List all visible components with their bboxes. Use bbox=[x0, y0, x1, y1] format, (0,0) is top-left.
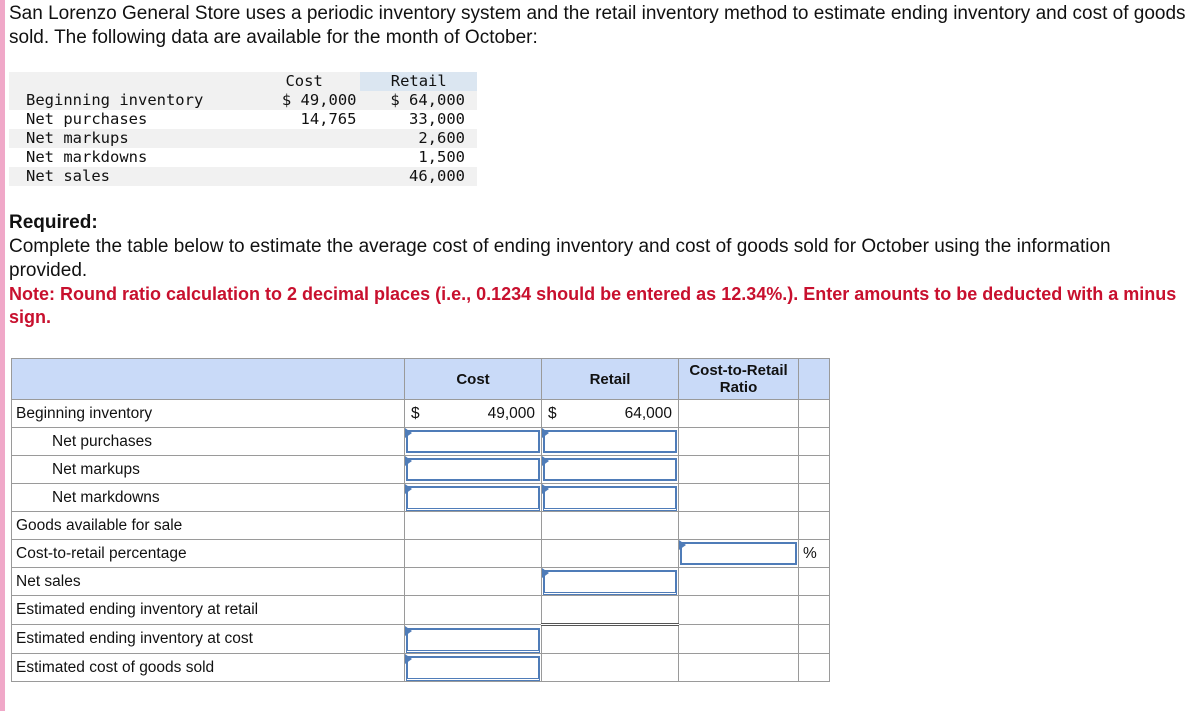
row-goods-available bbox=[12, 512, 830, 540]
given-cost bbox=[248, 167, 361, 186]
answer-table bbox=[11, 358, 830, 682]
beginning-cost-value: 49,000 bbox=[487, 405, 535, 422]
given-row bbox=[9, 110, 477, 129]
net-markdowns-retail-input[interactable] bbox=[543, 486, 677, 511]
row-net-markdowns bbox=[12, 484, 830, 512]
row-label: Net purchases bbox=[12, 428, 405, 456]
net-markups-cost-input[interactable] bbox=[406, 458, 540, 481]
given-retail: 2,600 bbox=[360, 129, 477, 148]
row-est-ending-retail bbox=[12, 596, 830, 625]
dollar-sign: $ bbox=[411, 405, 420, 422]
given-row bbox=[9, 129, 477, 148]
row-label: Estimated ending inventory at cost bbox=[12, 625, 405, 654]
header-retail: Retail bbox=[542, 359, 679, 400]
input-marker-icon bbox=[542, 428, 549, 438]
row-net-purchases bbox=[12, 428, 830, 456]
header-ratio: Cost-to-Retail Ratio bbox=[679, 359, 799, 400]
row-net-markups bbox=[12, 456, 830, 484]
given-label: Net markups bbox=[9, 129, 248, 148]
row-label: Net markups bbox=[12, 456, 405, 484]
given-label: Net purchases bbox=[26, 110, 148, 128]
row-label: Net sales bbox=[12, 568, 405, 596]
est-ending-cost-input[interactable] bbox=[406, 628, 540, 653]
row-label: Goods available for sale bbox=[12, 512, 405, 540]
row-est-cogs bbox=[12, 654, 830, 682]
problem-intro: San Lorenzo General Store uses a periodic inventory system and the retail inventory method to estimate ending inventory and cost of goods sold. The following data are available for the month of October: bbox=[9, 3, 1186, 48]
est-cogs-input[interactable] bbox=[406, 656, 540, 681]
required-section bbox=[9, 211, 1189, 329]
net-purchases-retail-input[interactable] bbox=[543, 430, 677, 453]
input-marker-icon bbox=[405, 654, 412, 664]
input-marker-icon bbox=[405, 428, 412, 438]
input-marker-icon bbox=[542, 456, 549, 466]
row-label: Cost-to-retail percentage bbox=[12, 540, 405, 568]
row-cost-to-retail bbox=[12, 540, 830, 568]
row-label: Beginning inventory bbox=[12, 400, 405, 428]
given-cost: 14,765 bbox=[300, 110, 357, 128]
left-accent-bar bbox=[0, 0, 5, 711]
given-row bbox=[9, 148, 477, 167]
given-header-retail: Retail bbox=[360, 72, 477, 91]
given-header-row bbox=[9, 72, 477, 91]
percent-sign: % bbox=[803, 544, 817, 562]
given-label: Net sales bbox=[9, 167, 248, 186]
input-marker-icon bbox=[405, 484, 412, 494]
cost-to-retail-ratio-input[interactable] bbox=[680, 542, 797, 565]
row-net-sales bbox=[12, 568, 830, 596]
given-retail: $ 64,000 bbox=[360, 91, 477, 110]
beginning-retail-value: 64,000 bbox=[624, 405, 672, 422]
input-marker-icon bbox=[405, 456, 412, 466]
given-cost bbox=[248, 148, 361, 167]
input-marker-icon bbox=[679, 540, 686, 550]
answer-header-row bbox=[12, 359, 830, 400]
given-cost: $ 49,000 bbox=[248, 91, 361, 110]
input-marker-icon bbox=[405, 626, 412, 636]
net-markdowns-cost-input[interactable] bbox=[406, 486, 540, 511]
required-text: Complete the table below to estimate the average cost of ending inventory and cost of goods sold for October using the information provided. bbox=[9, 236, 1111, 281]
given-header-cost: Cost bbox=[248, 72, 361, 91]
given-row bbox=[9, 167, 477, 186]
net-markups-retail-input[interactable] bbox=[543, 458, 677, 481]
input-marker-icon bbox=[542, 568, 549, 578]
row-est-ending-cost bbox=[12, 625, 830, 654]
given-label: Beginning inventory bbox=[9, 91, 248, 110]
net-sales-retail-input[interactable] bbox=[543, 570, 677, 595]
row-label: Estimated ending inventory at retail bbox=[12, 596, 405, 625]
given-row bbox=[9, 91, 477, 110]
required-note: Note: Round ratio calculation to 2 decimal places (i.e., 0.1234 should be entered as 12.34%.). Enter amounts to be deducted with a minus sign. bbox=[9, 284, 1177, 327]
given-retail: 46,000 bbox=[360, 167, 477, 186]
given-label: Net markdowns bbox=[26, 148, 148, 166]
net-purchases-cost-input[interactable] bbox=[406, 430, 540, 453]
given-cost bbox=[248, 129, 361, 148]
row-beginning-inventory bbox=[12, 400, 830, 428]
dollar-sign: $ bbox=[548, 405, 557, 422]
row-label: Estimated cost of goods sold bbox=[12, 654, 405, 682]
given-retail: 1,500 bbox=[418, 148, 465, 166]
header-cost: Cost bbox=[405, 359, 542, 400]
row-label: Net markdowns bbox=[12, 484, 405, 512]
required-title: Required: bbox=[9, 212, 98, 233]
input-marker-icon bbox=[542, 484, 549, 494]
given-retail: 33,000 bbox=[409, 110, 465, 128]
given-data-table bbox=[9, 72, 477, 186]
